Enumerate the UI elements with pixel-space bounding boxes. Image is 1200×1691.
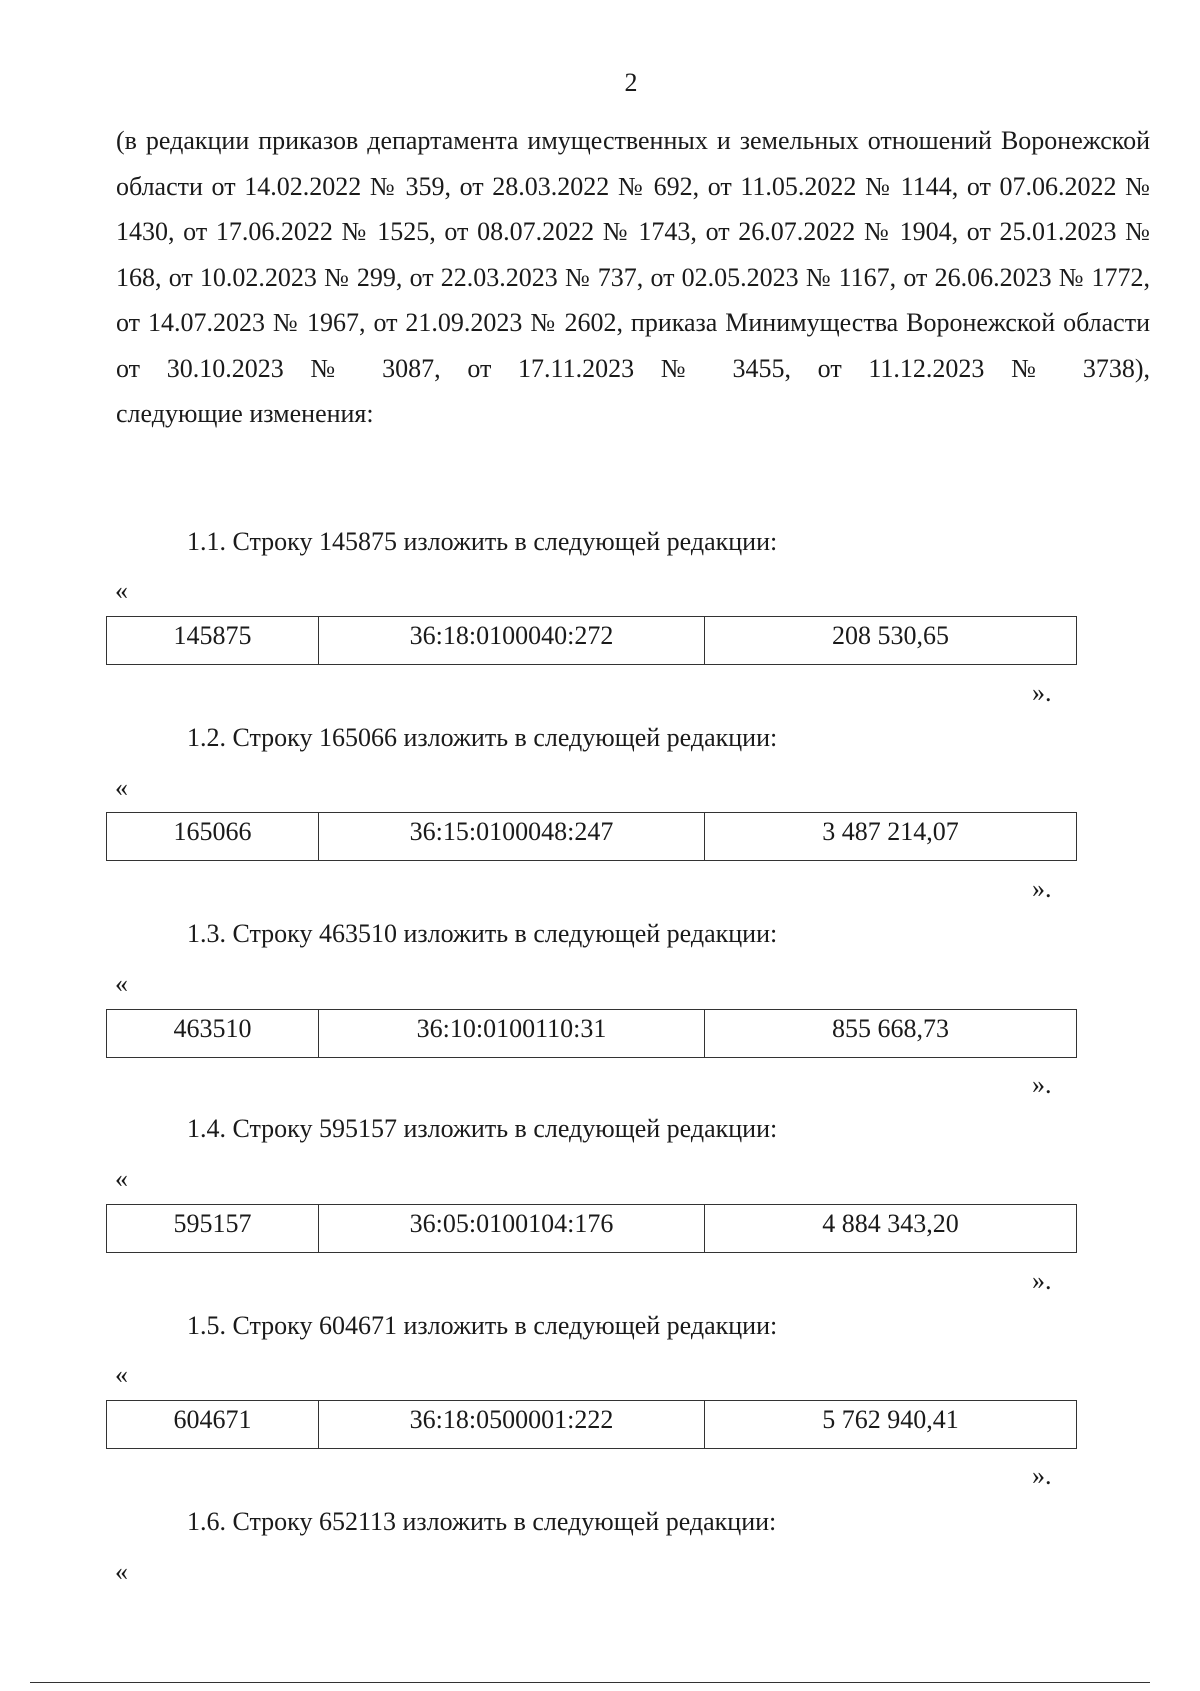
cadastral-number-cell: 36:10:0100110:31	[319, 1010, 705, 1058]
replacement-row-table	[106, 616, 1077, 665]
item-heading-1-6: 1.6. Строку 652113 изложить в следующей редакции:	[187, 1507, 777, 1536]
open-quote: «	[115, 969, 128, 998]
item-heading-1-5: 1.5. Строку 604671 изложить в следующей редакции:	[187, 1311, 778, 1340]
cadastral-value-cell: 4 884 343,20	[705, 1205, 1077, 1253]
cadastral-number-cell: 36:05:0100104:176	[319, 1205, 705, 1253]
cadastral-value-cell: 208 530,65	[705, 617, 1077, 665]
row-number-cell: 463510	[107, 1010, 319, 1058]
open-quote: «	[115, 1557, 128, 1586]
close-quote: ».	[1032, 1266, 1052, 1295]
table-row	[107, 1010, 1077, 1058]
item-heading-1-2: 1.2. Строку 165066 изложить в следующей редакции:	[187, 723, 778, 752]
close-quote: ».	[1032, 1461, 1052, 1490]
table-row	[107, 617, 1077, 665]
table-row	[107, 1401, 1077, 1449]
item-heading-1-3: 1.3. Строку 463510 изложить в следующей редакции:	[187, 919, 778, 948]
cadastral-value-cell: 855 668,73	[705, 1010, 1077, 1058]
open-quote: «	[115, 1360, 128, 1389]
cadastral-value-cell: 3 487 214,07	[705, 813, 1077, 861]
item-heading-1-4: 1.4. Строку 595157 изложить в следующей редакции:	[187, 1114, 778, 1143]
bottom-rule	[30, 1682, 1150, 1683]
close-quote: ».	[1032, 1070, 1052, 1099]
table-row	[107, 813, 1077, 861]
cadastral-number-cell: 36:15:0100048:247	[319, 813, 705, 861]
item-heading-1-1: 1.1. Строку 145875 изложить в следующей редакции:	[187, 527, 778, 556]
intro-text: (в редакции приказов департамента имущественных и земельных отношений Воронежской области от 14.02.2022 № 359, от 28.03.2022 № 692, от 11.05.2022 № 1144, от 07.06.2022 № 1430, от 17.06.2022 № 1525, от 08.07.2022 № 1743, от 26.07.2022 № 1904, от 25.01.2023 № 168, от 10.02.2023 № 299, от 22.03.2023 № 737, от 02.05.2023 № 1167, от 26.06.2023 № 1772, от 14.07.2023 № 1967, от 21.09.2023 № 2602, приказа Минимущества Воронежской области от 30.10.2023 № 3087, от 17.11.2023 № 3455, от 11.12.2023 № 3738),	[116, 126, 1150, 383]
replacement-row-table	[106, 1400, 1077, 1449]
cadastral-value-cell: 5 762 940,41	[705, 1401, 1077, 1449]
close-quote: ».	[1032, 678, 1052, 707]
row-number-cell: 145875	[107, 617, 319, 665]
open-quote: «	[115, 576, 128, 605]
intro-last-line: следующие изменения:	[116, 399, 374, 428]
page-number: 2	[624, 68, 638, 97]
replacement-row-table	[106, 1009, 1077, 1058]
replacement-row-table	[106, 1204, 1077, 1253]
row-number-cell: 165066	[107, 813, 319, 861]
replacement-row-table	[106, 812, 1077, 861]
open-quote: «	[115, 773, 128, 802]
row-number-cell: 604671	[107, 1401, 319, 1449]
row-number-cell: 595157	[107, 1205, 319, 1253]
table-row	[107, 1205, 1077, 1253]
close-quote: ».	[1032, 874, 1052, 903]
open-quote: «	[115, 1164, 128, 1193]
cadastral-number-cell: 36:18:0500001:222	[319, 1401, 705, 1449]
cadastral-number-cell: 36:18:0100040:272	[319, 617, 705, 665]
intro-paragraph	[116, 118, 1150, 437]
